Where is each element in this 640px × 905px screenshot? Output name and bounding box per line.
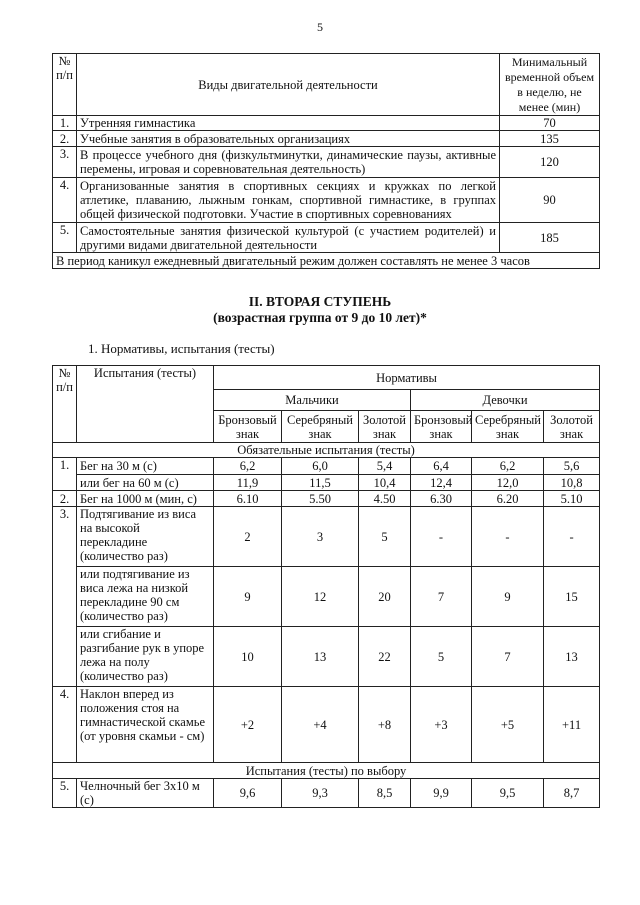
cell-value: 9,9 [411, 779, 472, 808]
row-activity: Утренняя гимнастика [77, 116, 500, 131]
cell-value: 6,2 [214, 458, 282, 475]
cell-value: 9 [214, 567, 282, 627]
cell-value: 5.10 [544, 491, 600, 507]
section-title [0, 294, 640, 326]
row-num: 4. [53, 687, 77, 763]
cell-value: 7 [472, 627, 544, 687]
header-min-volume: Минимальный временной объем в неделю, не менее (мин) [500, 54, 600, 116]
table-row [53, 567, 600, 627]
row-num: 3. [53, 147, 77, 178]
norms-table [52, 365, 600, 808]
test-name: Бег на 30 м (с) [77, 458, 214, 475]
test-name: или сгибание и разгибание рук в упоре лежа на полу (количество раз) [77, 627, 214, 687]
page-number: 5 [317, 20, 323, 34]
table-row [53, 475, 600, 491]
header-girls-bronze: Бронзовый знак [411, 411, 472, 443]
row-activity: Учебные занятия в образовательных организациях [77, 131, 500, 147]
cell-value: 8,5 [359, 779, 411, 808]
cell-value: +5 [472, 687, 544, 763]
table-row [53, 131, 600, 147]
row-num: 4. [53, 178, 77, 223]
cell-value: 5 [411, 627, 472, 687]
row-minutes: 90 [500, 178, 600, 223]
cell-value: 6,2 [472, 458, 544, 475]
cell-value: +4 [282, 687, 359, 763]
row-num: 2. [53, 491, 77, 507]
row-activity: Организованные занятия в спортивных секциях и кружках по легкой атлетике, плаванию, лыжным гонкам, спортивной гимнастике, в группах общей физической подготовки. Участие в спортивных соревнованиях [77, 178, 500, 223]
table-header-row [53, 366, 600, 390]
cell-value: 10,8 [544, 475, 600, 491]
row-num: 1. [53, 116, 77, 131]
cell-value: 9,3 [282, 779, 359, 808]
cell-value: 9 [472, 567, 544, 627]
cell-value: 2 [214, 507, 282, 567]
cell-value: 5,4 [359, 458, 411, 475]
cell-value: 6,0 [282, 458, 359, 475]
cell-value: +8 [359, 687, 411, 763]
table-row [53, 779, 600, 808]
cell-value: 6.30 [411, 491, 472, 507]
cell-value: +11 [544, 687, 600, 763]
cell-value: 10 [214, 627, 282, 687]
cell-value: 5,6 [544, 458, 600, 475]
header-boys-bronze: Бронзовый знак [214, 411, 282, 443]
row-minutes: 70 [500, 116, 600, 131]
cell-value: 15 [544, 567, 600, 627]
cell-value: 22 [359, 627, 411, 687]
section-title-subtitle: (возрастная группа от 9 до 10 лет)* [213, 310, 427, 325]
cell-value: 6,4 [411, 458, 472, 475]
test-name: Подтягивание из виса на высокой перекладине (количество раз) [77, 507, 214, 567]
table-row [53, 147, 600, 178]
header-activity: Виды двигательной деятельности [77, 54, 500, 116]
activity-volume-table [52, 53, 600, 269]
subheading: 1. Нормативы, испытания (тесты) [88, 341, 275, 356]
cell-value: +2 [214, 687, 282, 763]
header-boys-gold: Золотой знак [359, 411, 411, 443]
cell-value: 3 [282, 507, 359, 567]
header-num: № п/п [53, 54, 77, 116]
row-num: 1. [53, 458, 77, 491]
table-row [53, 178, 600, 223]
header-girls-silver: Серебряный знак [472, 411, 544, 443]
cell-value: 5.50 [282, 491, 359, 507]
header-girls: Девочки [411, 390, 600, 411]
table-header-row [53, 54, 600, 116]
header-boys: Мальчики [214, 390, 411, 411]
cell-value: 8,7 [544, 779, 600, 808]
header-boys-silver: Серебряный знак [282, 411, 359, 443]
cell-value: 11,5 [282, 475, 359, 491]
cell-value: 12,4 [411, 475, 472, 491]
row-activity: В процессе учебного дня (физкультминутки, динамические паузы, активные перемены, игровая и соревновательная деятельность) [77, 147, 500, 178]
table-row [53, 507, 600, 567]
cell-value: 9,6 [214, 779, 282, 808]
test-name: Челночный бег 3х10 м (с) [77, 779, 214, 808]
table-row [53, 627, 600, 687]
row-minutes: 120 [500, 147, 600, 178]
row-num: 2. [53, 131, 77, 147]
mandatory-section-label: Обязательные испытания (тесты) [53, 443, 600, 458]
row-activity: Самостоятельные занятия физической культурой (с участием родителей) и другими видами двигательной деятельности [77, 223, 500, 253]
test-name: или бег на 60 м (с) [77, 475, 214, 491]
cell-value: 12,0 [472, 475, 544, 491]
test-name: Бег на 1000 м (мин, с) [77, 491, 214, 507]
row-num: 5. [53, 779, 77, 808]
table-row [53, 223, 600, 253]
cell-value: - [411, 507, 472, 567]
table-row [53, 491, 600, 507]
cell-value: +3 [411, 687, 472, 763]
table-footer-note: В период каникул ежедневный двигательный режим должен составлять не менее 3 часов [53, 253, 600, 269]
cell-value: - [544, 507, 600, 567]
cell-value: 5 [359, 507, 411, 567]
table-row [53, 116, 600, 131]
cell-value: 12 [282, 567, 359, 627]
row-minutes: 135 [500, 131, 600, 147]
optional-section-label: Испытания (тесты) по выбору [53, 763, 600, 779]
header-girls-gold: Золотой знак [544, 411, 600, 443]
table-row [53, 687, 600, 763]
cell-value: 6.20 [472, 491, 544, 507]
test-name: или подтягивание из виса лежа на низкой перекладине 90 см (количество раз) [77, 567, 214, 627]
cell-value: 7 [411, 567, 472, 627]
row-num: 5. [53, 223, 77, 253]
header-tests: Испытания (тесты) [77, 366, 214, 443]
row-minutes: 185 [500, 223, 600, 253]
row-num: 3. [53, 507, 77, 687]
table-row [53, 458, 600, 475]
cell-value: 10,4 [359, 475, 411, 491]
cell-value: 4.50 [359, 491, 411, 507]
table-footer-row [53, 253, 600, 269]
cell-value: - [472, 507, 544, 567]
cell-value: 13 [282, 627, 359, 687]
mandatory-section-row [53, 443, 600, 458]
cell-value: 20 [359, 567, 411, 627]
header-norms: Нормативы [214, 366, 600, 390]
cell-value: 11,9 [214, 475, 282, 491]
cell-value: 9,5 [472, 779, 544, 808]
cell-value: 13 [544, 627, 600, 687]
section-title-main: II. ВТОРАЯ СТУПЕНЬ [248, 294, 392, 309]
test-name: Наклон вперед из положения стоя на гимнастической скамье (от уровня скамьи - см) [77, 687, 214, 763]
optional-section-row [53, 763, 600, 779]
cell-value: 6.10 [214, 491, 282, 507]
header-num: № п/п [53, 366, 77, 443]
